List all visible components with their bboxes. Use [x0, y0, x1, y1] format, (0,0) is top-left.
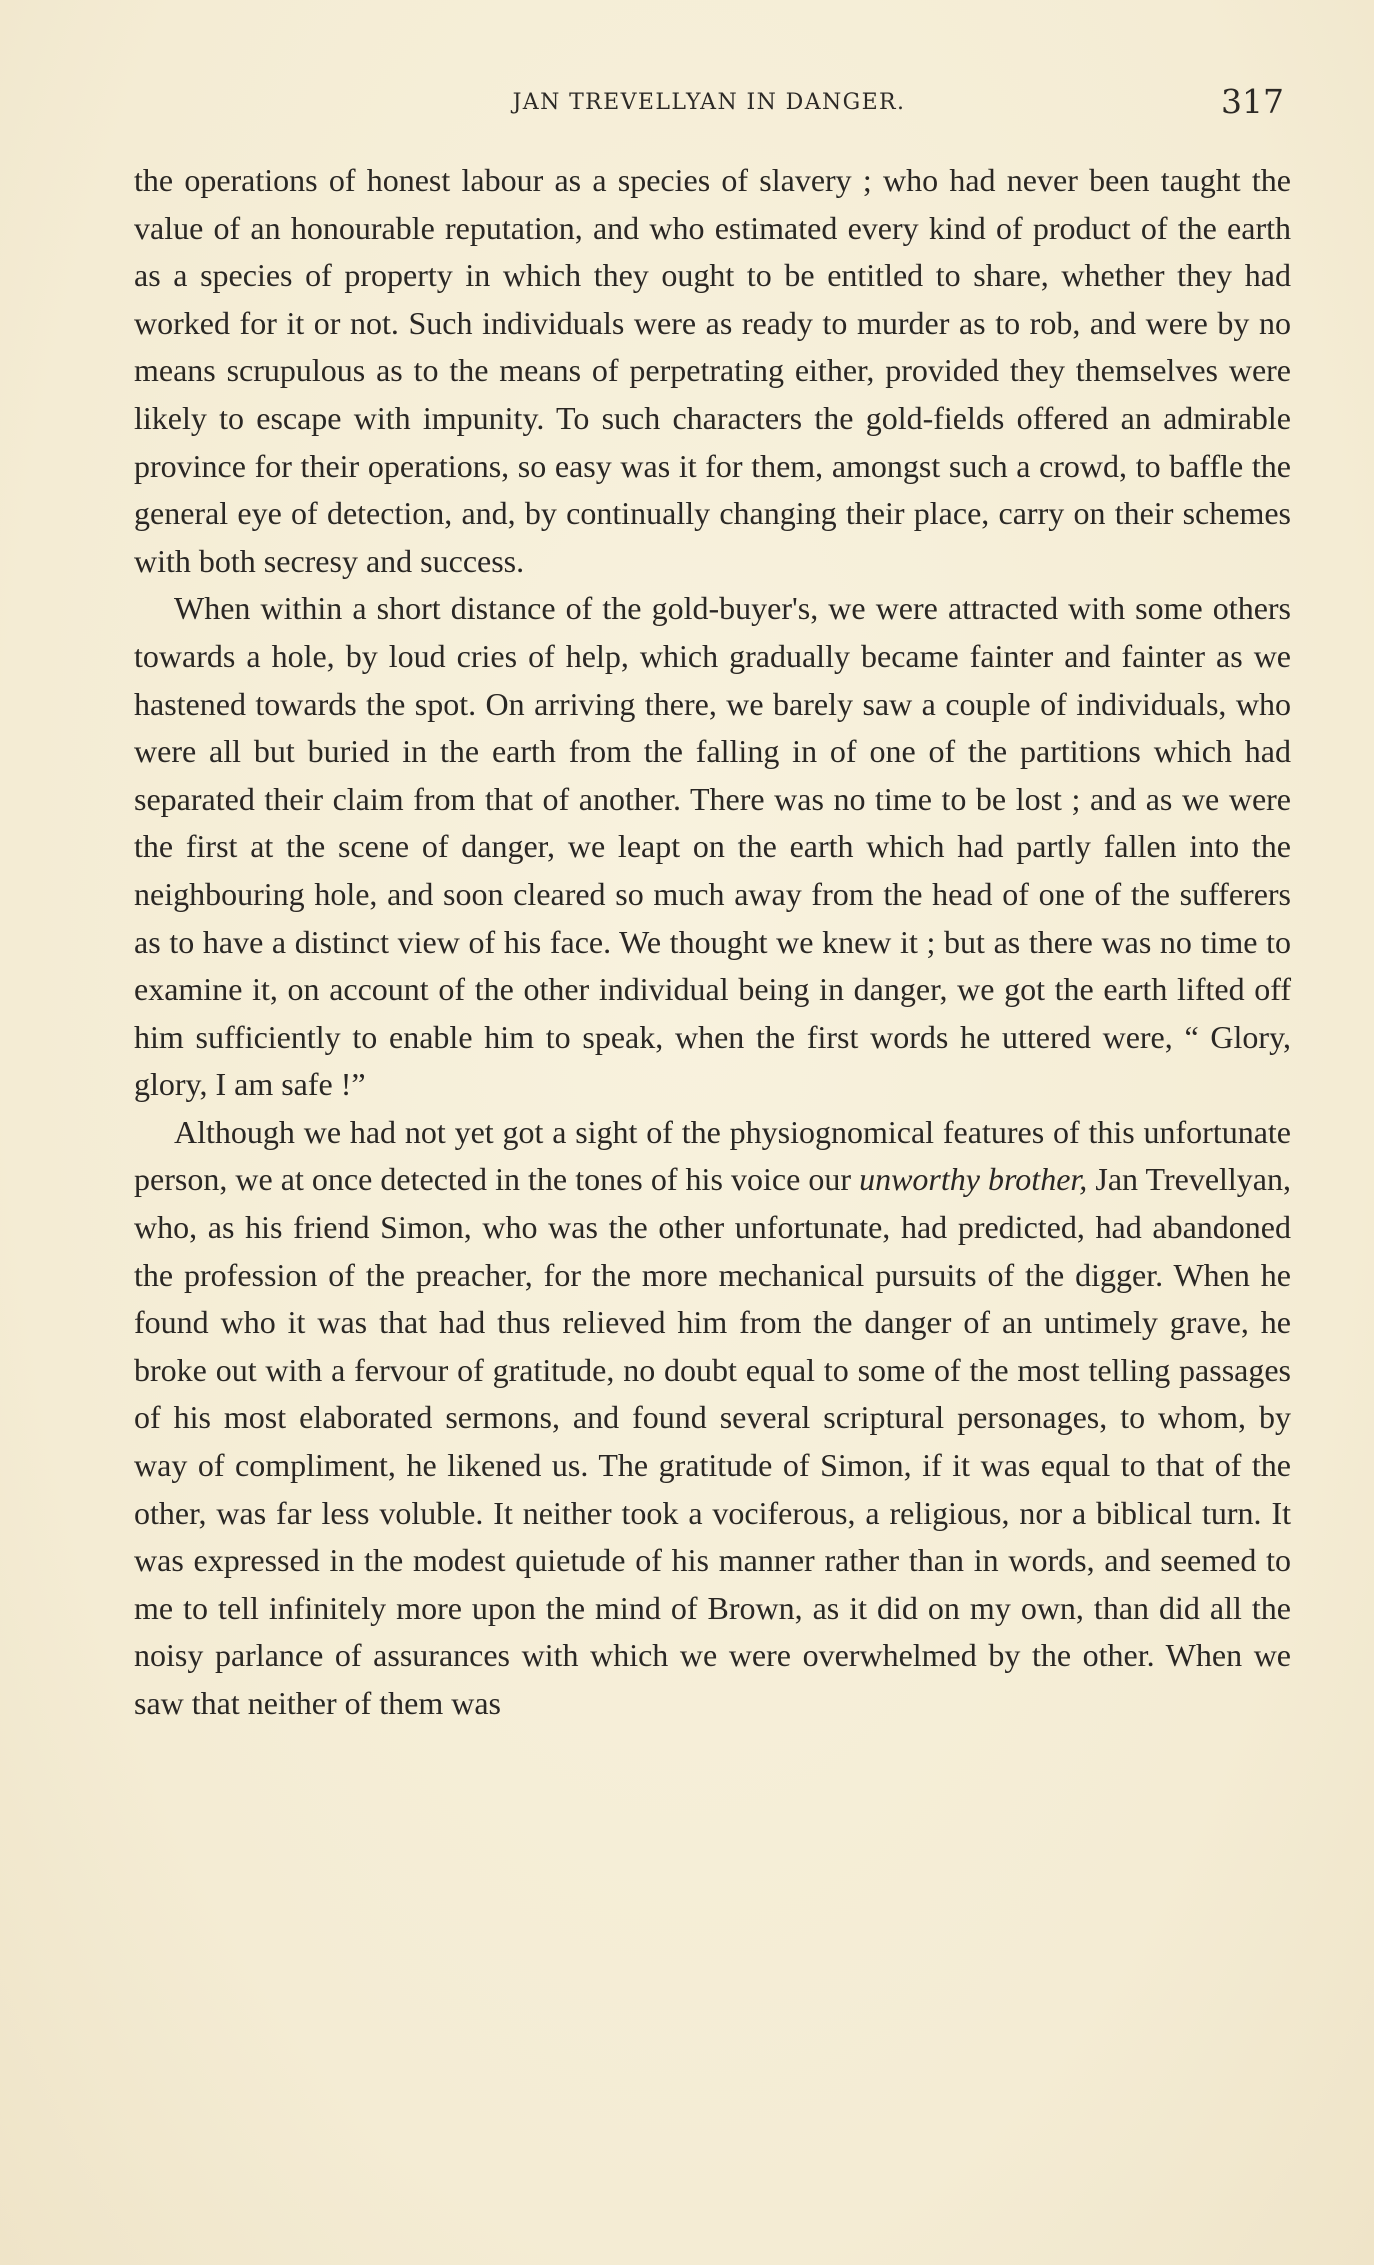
paragraph-3-emphasis: unworthy brother, — [859, 1161, 1088, 1198]
paragraph-3-text-before: Although we had not yet got a sight of the physiognomical features of this unfortunate person, we at once detected in the tones of his voice our — [134, 1113, 1291, 1198]
page-number: 317 — [1221, 82, 1284, 121]
body-text — [134, 157, 1291, 1728]
paragraph-3-text-after: Jan Trevellyan, who, as his friend Simon, who was the other unfortunate, had predicted, had abandoned the profession of the preacher, for the more mechanical pursuits of the digger. When he found who it was that had thus relieved him from the danger of an untimely grave, he broke out with a fervour of gratitude, no doubt equal to some of the most telling passages of his most elaborated sermons, and found several scriptural personages, to whom, by way of compliment, he likened us. The gratitude of Simon, if it was equal to that of the other, was far less voluble. It neither took a vociferous, a religious, nor a biblical turn. It was expressed in the modest quietude of his manner rather than in words, and seemed to me to tell infinitely more upon the mind of Brown, as it did on my own, than did all the noisy parlance of assurances with which we were overwhelmed by the other. When we saw that neither of them was — [134, 1161, 1292, 1721]
paragraph-1: the operations of honest labour as a species of slavery ; who had never been taught the value of an honourable reputation, and who estimated every kind of product of the earth as a species of property in which they ought to be entitled to share, whether they had worked for it or not. Such individuals were as ready to murder as to rob, and were by no means scrupulous as to the means of perpetrating either, provided they themselves were likely to escape with impunity. To such characters the gold-fields offered an admirable province for their operations, so easy was it for them, amongst such a crowd, to baffle the general eye of detection, and, by continually changing their place, carry on their schemes with both secresy and success. — [134, 162, 1291, 579]
running-head — [134, 82, 1284, 132]
paragraph-3 — [134, 1109, 1291, 1728]
running-title: JAN TREVELLYAN IN DANGER. — [512, 90, 906, 115]
paragraph-2: When within a short distance of the gold-buyer's, we were attracted with some others towards a hole, by loud cries of help, which gradually became fainter and fainter as we hastened towards the spot. On arriving there, we barely saw a couple of individuals, who were all but buried in the earth from the falling in of one of the partitions which had separated their claim from that of another. There was no time to be lost ; and as we were the first at the scene of danger, we leapt on the earth which had partly fallen into the neighbouring hole, and soon cleared so much away from the head of one of the sufferers as to have a distinct view of his face. We thought we knew it ; but as there was no time to examine it, on account of the other individual being in danger, we got the earth lifted off him sufficiently to enable him to speak, when the first words he uttered were, “ Glory, glory, I am safe !” — [134, 590, 1291, 1103]
